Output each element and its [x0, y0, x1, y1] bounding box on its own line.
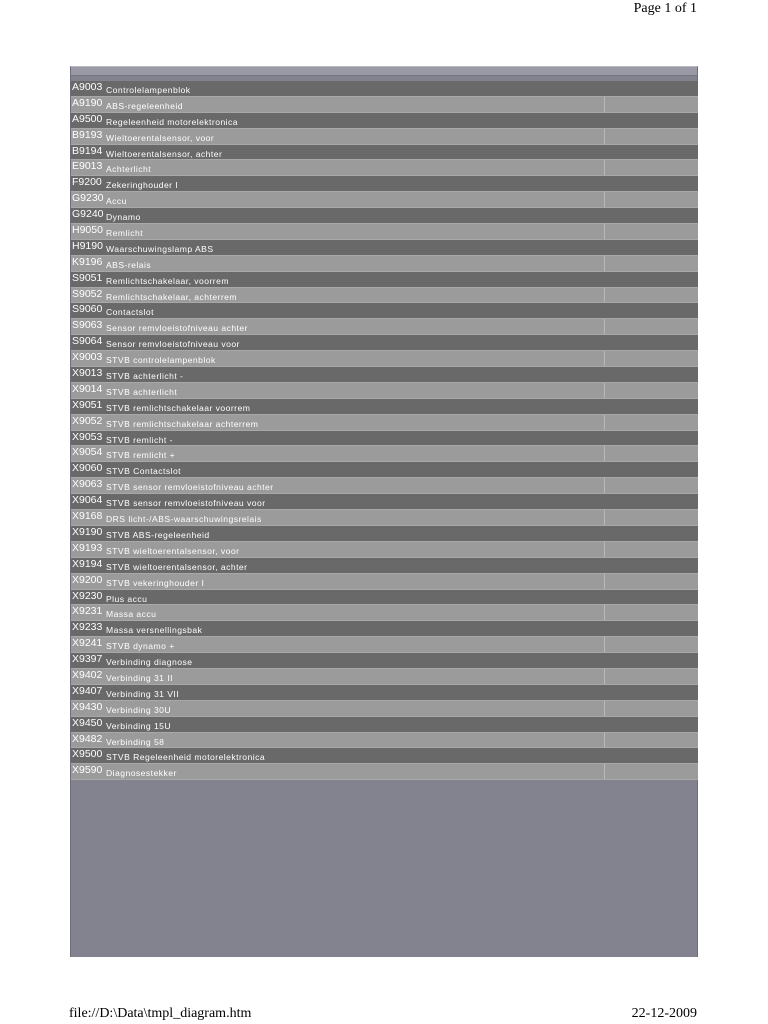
component-code: E9013: [72, 160, 103, 173]
column-divider: [604, 605, 605, 620]
component-description: Verbinding diagnose: [106, 657, 193, 668]
component-code: A9190: [72, 96, 103, 109]
component-code: X9430: [72, 700, 103, 713]
component-code: A9003: [72, 81, 103, 93]
print-date: 22-12-2009: [631, 1006, 697, 1021]
component-code: X9190: [72, 525, 103, 538]
component-description: ABS-relais: [106, 259, 152, 270]
column-divider: [604, 446, 605, 461]
component-description: Remlichtschakelaar, achterrem: [106, 291, 238, 302]
table-row: [71, 526, 698, 542]
component-description: STVB sensor remvloeistofniveau voor: [106, 498, 266, 509]
component-description: STVB wieltoerentalsensor, voor: [106, 545, 240, 556]
table-row: [71, 303, 698, 319]
component-description: STVB vekeringhouder I: [106, 577, 205, 588]
column-divider: [604, 478, 605, 493]
table-row: [71, 383, 698, 399]
table-row: [71, 558, 698, 574]
column-divider: [604, 574, 605, 589]
column-divider: [604, 669, 605, 684]
component-description: Remlicht: [106, 228, 144, 239]
table-row: [71, 145, 698, 161]
table-row: [71, 319, 698, 335]
component-description: Regeleenheid motorelektronica: [106, 116, 239, 127]
component-code: S9052: [72, 287, 103, 300]
table-row: [71, 605, 698, 621]
component-code: X9500: [72, 748, 103, 761]
component-code: X9397: [72, 653, 103, 666]
component-code: A9500: [72, 112, 103, 125]
column-divider: [604, 256, 605, 271]
component-description: STVB sensor remvloeistofniveau achter: [106, 482, 274, 493]
table-row: [71, 224, 698, 240]
diagram-component-list: [70, 66, 698, 957]
component-description: STVB wieltoerentalsensor, achter: [106, 561, 248, 572]
component-code: S9051: [72, 271, 103, 284]
component-code: B9193: [72, 128, 103, 141]
table-row: [71, 669, 698, 685]
table-row: [71, 733, 698, 749]
component-code: K9196: [72, 255, 103, 268]
table-row: [71, 446, 698, 462]
table-row: [71, 192, 698, 208]
component-description: STVB ABS-regeleenheid: [106, 529, 210, 540]
column-divider: [604, 224, 605, 239]
table-row: [71, 653, 698, 669]
column-divider: [604, 383, 605, 398]
component-code: G9240: [72, 208, 104, 221]
component-code: X9200: [72, 573, 103, 586]
component-code: X9231: [72, 605, 103, 618]
component-code: X9168: [72, 510, 103, 523]
column-divider: [604, 733, 605, 748]
column-divider: [604, 542, 605, 557]
table-row: [71, 335, 698, 351]
component-description: Zekeringhouder I: [106, 180, 179, 191]
component-code: X9450: [72, 716, 103, 729]
column-divider: [604, 415, 605, 430]
component-description: STVB Regeleenheid motorelektronica: [106, 752, 266, 763]
component-code: X9193: [72, 541, 103, 554]
table-row: [71, 621, 698, 637]
column-divider: [604, 637, 605, 652]
component-description: Dynamo: [106, 212, 141, 223]
component-description: Massa accu: [106, 609, 157, 620]
file-path: file://D:\Data\tmpl_diagram.htm: [69, 1006, 252, 1021]
table-row: [71, 81, 698, 97]
table-row: [71, 431, 698, 447]
component-description: Sensor remvloeistofniveau achter: [106, 323, 248, 334]
component-description: DRS licht-/ABS-waarschuwingsrelais: [106, 514, 262, 525]
component-description: Verbinding 15U: [106, 720, 172, 731]
component-code: X9407: [72, 684, 103, 697]
table-row: [71, 351, 698, 367]
component-code: G9230: [72, 192, 104, 205]
table-row: [71, 478, 698, 494]
page-number: Page 1 of 1: [633, 1, 697, 16]
table-row: [71, 208, 698, 224]
component-code: H9050: [72, 224, 103, 237]
table-row: [71, 240, 698, 256]
component-code: S9064: [72, 335, 103, 348]
component-code: X9003: [72, 351, 103, 364]
column-divider: [604, 764, 605, 779]
table-row: [71, 129, 698, 145]
column-divider: [604, 192, 605, 207]
component-description: STVB controlelampenblok: [106, 355, 216, 366]
table-row: [71, 113, 698, 129]
component-code: X9052: [72, 414, 103, 427]
component-code: X9060: [72, 462, 103, 475]
component-description: Sensor remvloeistofniveau voor: [106, 339, 240, 350]
column-divider: [604, 97, 605, 112]
component-code: X9590: [72, 764, 103, 777]
component-code: X9051: [72, 398, 103, 411]
component-code: X9482: [72, 732, 103, 745]
table-row: [71, 415, 698, 431]
component-description: ABS-regeleenheid: [106, 100, 183, 111]
column-divider: [604, 351, 605, 366]
table-row: [71, 510, 698, 526]
component-code: X9064: [72, 494, 103, 507]
component-code: S9063: [72, 319, 103, 332]
component-description: Verbinding 30U: [106, 704, 172, 715]
component-description: STVB achterlicht: [106, 386, 178, 397]
table-row: [71, 637, 698, 653]
component-code: B9194: [72, 144, 103, 157]
table-row: [71, 748, 698, 764]
table-row: [71, 97, 698, 113]
table-row: [71, 288, 698, 304]
component-description: Achterlicht: [106, 164, 152, 175]
component-description: Wieltoerentalsensor, achter: [106, 148, 223, 159]
component-code: X9013: [72, 367, 103, 380]
table-row: [71, 542, 698, 558]
component-description: Plus accu: [106, 593, 148, 604]
component-rows: [71, 81, 698, 780]
component-description: Verbinding 31 VII: [106, 688, 180, 699]
column-divider: [604, 319, 605, 334]
table-row: [71, 176, 698, 192]
column-divider: [604, 701, 605, 716]
component-code: X9241: [72, 637, 103, 650]
table-row: [71, 399, 698, 415]
table-row: [71, 272, 698, 288]
component-description: Diagnosestekker: [106, 768, 177, 779]
component-code: X9230: [72, 589, 103, 602]
component-code: X9054: [72, 446, 103, 459]
table-row: [71, 701, 698, 717]
component-description: STVB remlicht +: [106, 450, 176, 461]
component-description: Waarschuwingslamp ABS: [106, 243, 214, 254]
component-description: Accu: [106, 196, 127, 207]
table-row: [71, 590, 698, 606]
component-code: X9014: [72, 382, 103, 395]
component-description: STVB Contactslot: [106, 466, 182, 477]
table-row: [71, 574, 698, 590]
table-row: [71, 160, 698, 176]
column-divider: [604, 288, 605, 303]
component-description: Verbinding 58: [106, 736, 165, 747]
component-description: STVB remlicht -: [106, 434, 173, 445]
component-code: X9233: [72, 621, 103, 634]
component-code: X9402: [72, 668, 103, 681]
table-row: [71, 764, 698, 780]
table-row: [71, 717, 698, 733]
component-description: Massa versnellingsbak: [106, 625, 203, 636]
table-row: [71, 367, 698, 383]
component-description: Contactslot: [106, 307, 154, 318]
table-row: [71, 462, 698, 478]
component-description: Verbinding 31 II: [106, 672, 173, 683]
component-description: Remlichtschakelaar, voorrem: [106, 275, 229, 286]
table-row: [71, 494, 698, 510]
component-description: STVB remlichtschakelaar voorrem: [106, 402, 251, 413]
component-code: S9060: [72, 303, 103, 316]
component-code: X9053: [72, 430, 103, 443]
component-description: STVB remlichtschakelaar achterrem: [106, 418, 259, 429]
component-description: Controlelampenblok: [106, 85, 191, 95]
table-row: [71, 685, 698, 701]
component-description: STVB achterlicht -: [106, 371, 184, 382]
component-code: X9194: [72, 557, 103, 570]
component-code: F9200: [72, 176, 102, 189]
component-code: X9063: [72, 478, 103, 491]
column-divider: [604, 160, 605, 175]
column-divider: [604, 510, 605, 525]
list-header-bar: [71, 67, 697, 76]
column-divider: [604, 129, 605, 144]
component-description: Wieltoerentalsensor, voor: [106, 132, 215, 143]
component-code: H9190: [72, 239, 103, 252]
component-description: STVB dynamo +: [106, 641, 175, 652]
table-row: [71, 256, 698, 272]
